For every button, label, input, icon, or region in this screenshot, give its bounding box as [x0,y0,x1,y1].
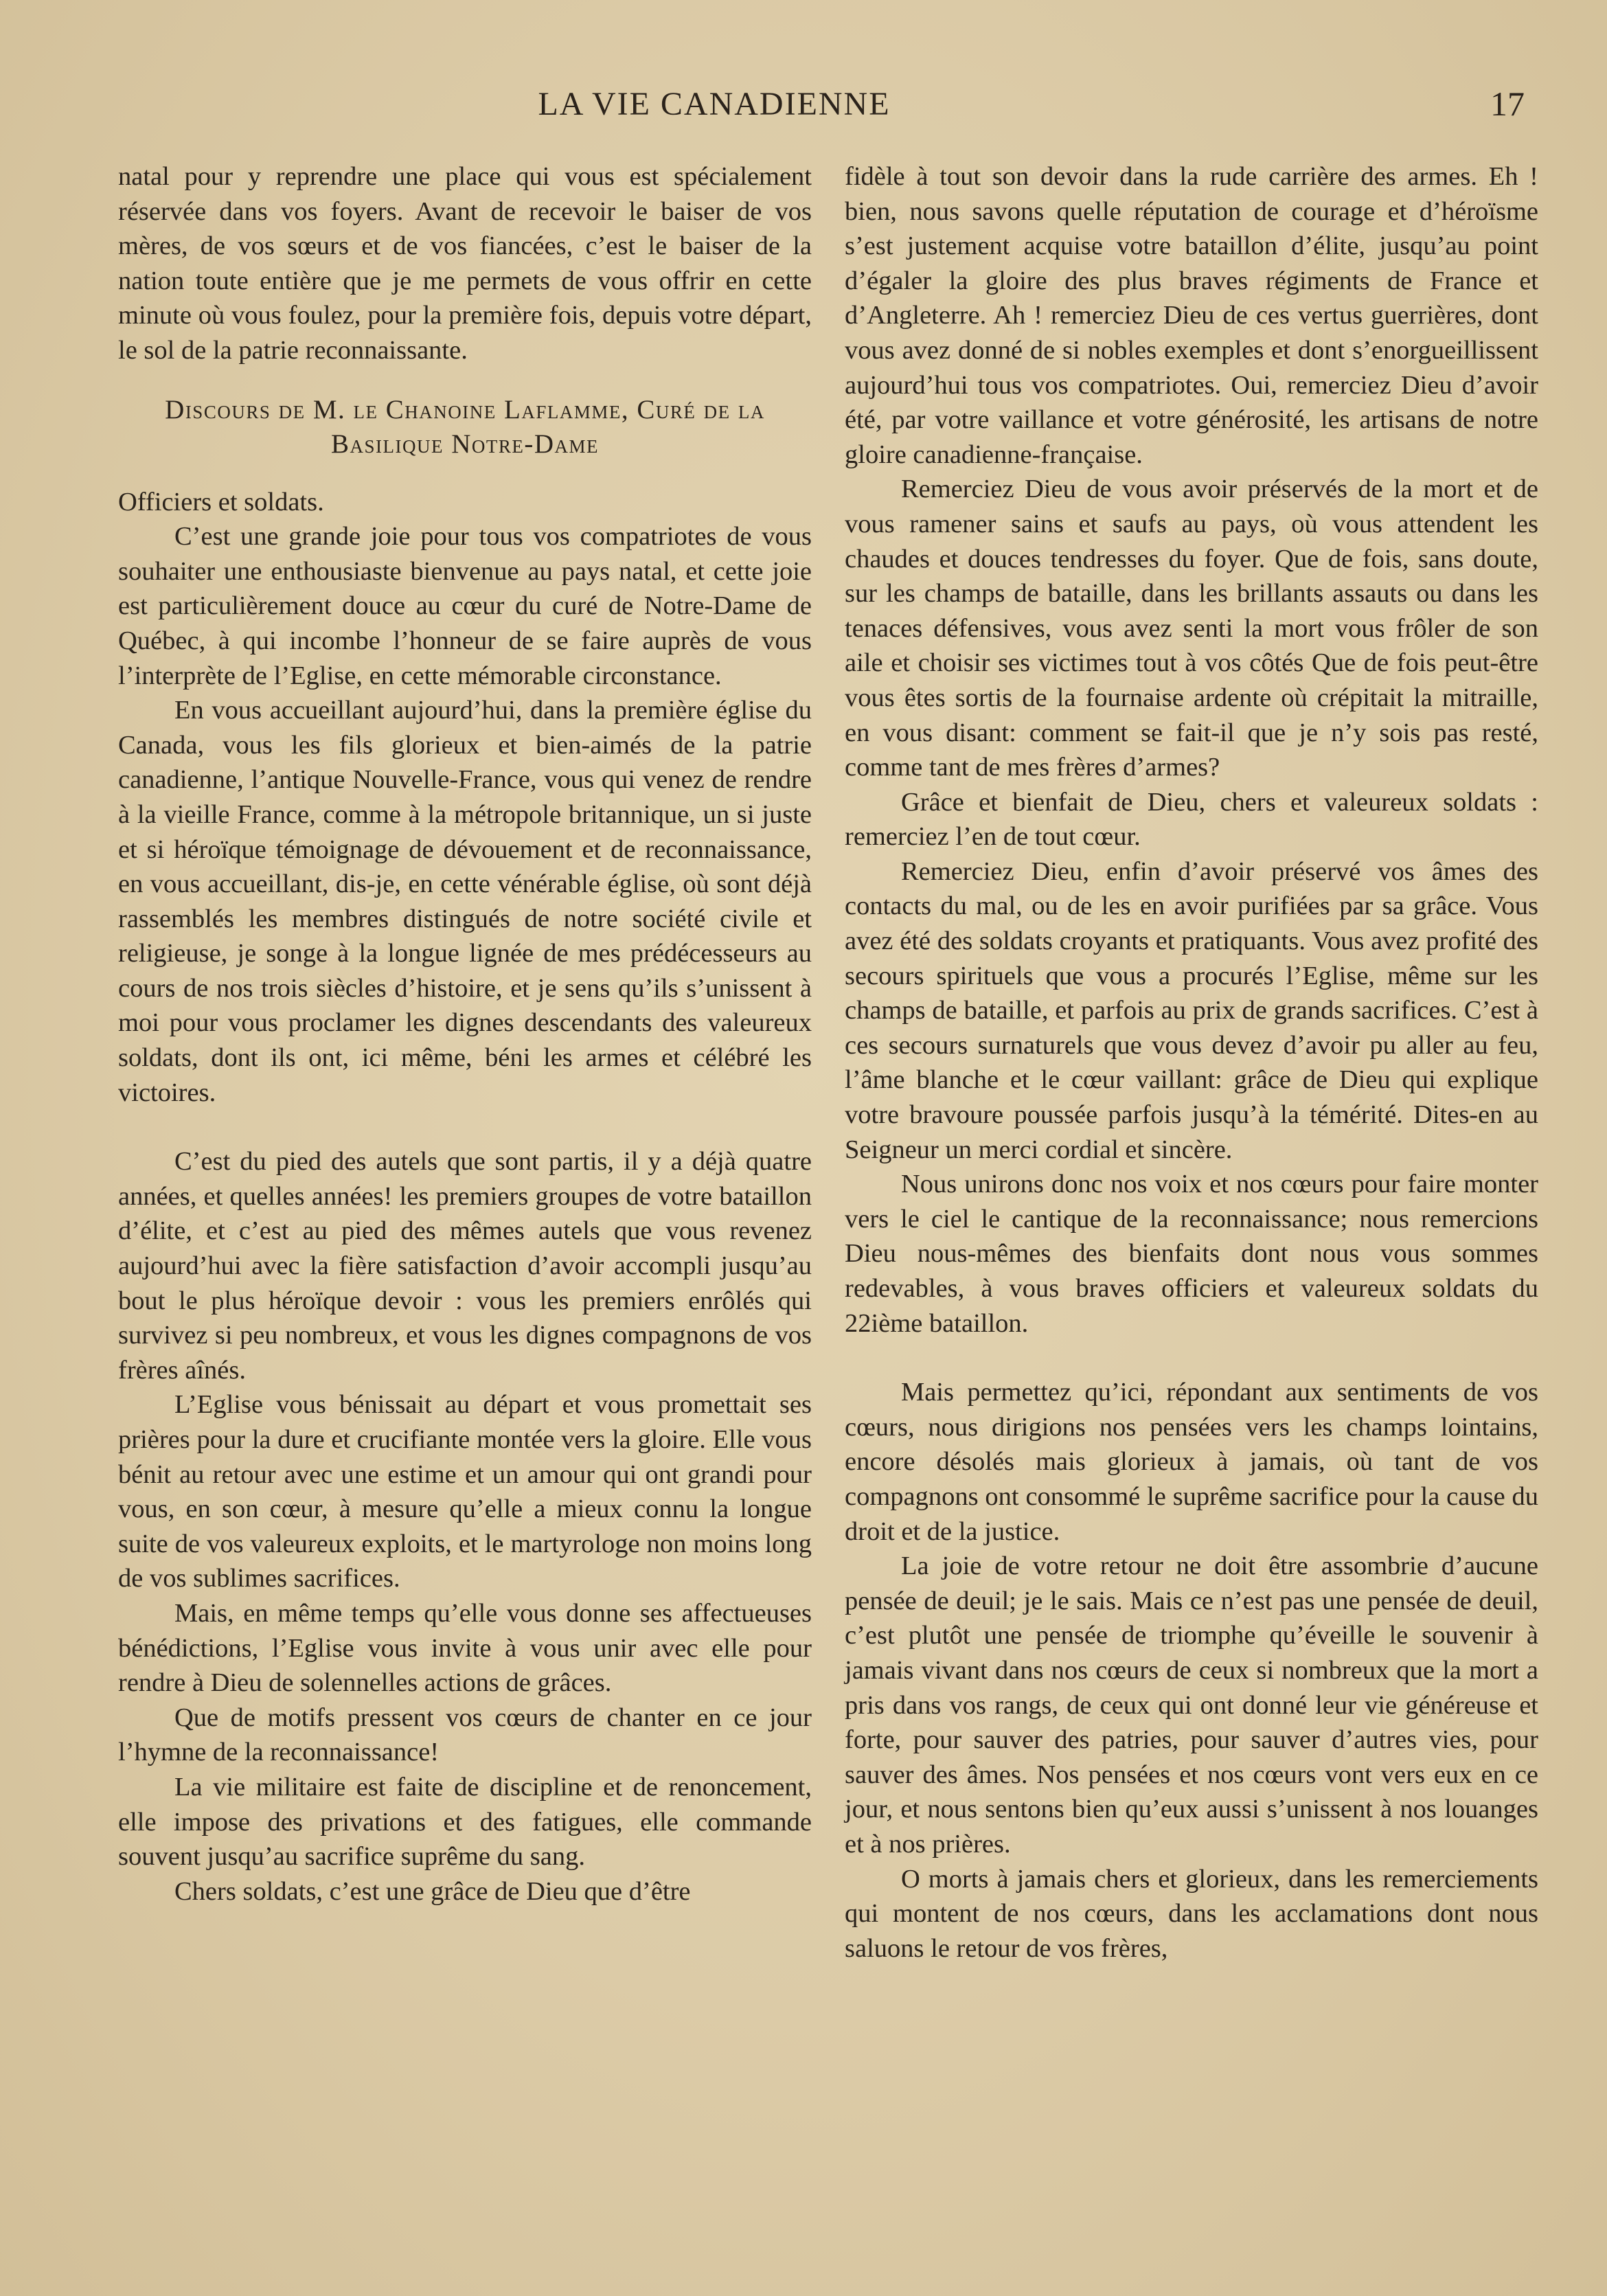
page-number: 17 [1490,84,1525,123]
right-column [845,159,1538,1966]
paragraph: Mais permettez qu’ici, répondant aux sentiments de vos cœurs, nous dirigions nos pensées vers les champs lointains, encore désolés mais glorieux à jamais, où tant de vos compagnons ont consommé le suprême sacrifice pour la cause du droit et de la justice. [845,1378,1538,1546]
paragraph: Nous unirons donc nos voix et nos cœurs pour faire monter vers le ciel le cantique de la reconnaissance; nous remercions Dieu nous-mêmes des bienfaits dont nous vous sommes redevables, à vous braves officiers et valeureux soldats du 22ième bataillon. [845,1170,1538,1338]
paragraph: Remerciez Dieu, enfin d’avoir préservé vos âmes des contacts du mal, ou de les en avoir purifiées par sa grâce. Vous avez été des soldats croyants et pratiquants. Vous avez profité des secours spirituels que vous a procurés l’Eglise, même sur les champs de bataille, et parfois au prix de grands sacrifices. C’est à ces secours surnaturels que vous devez d’avoir pu aller au feu, l’âme blanche et le cœur vaillant: grâce de Dieu qui explique votre bravoure poussée parfois jusqu’à la témérité. Dites-en au Seigneur un merci cordial et sincère. [845,856,1538,1164]
paragraph: La vie militaire est faite de discipline et de renoncement, elle impose des privations et des fatigues, elle commande souvent jusqu’au sacrifice suprême du sang. [118,1772,812,1872]
salutation: Officiers et soldats. [118,487,324,516]
paragraph: La joie de votre retour ne doit être assombrie d’aucune pensée de deuil; je le sais. Mais ce n’est pas une pensée de deuil, c’est plutôt une pensée de triomphe qu’éveille le souvenir à jamais vivant dans nos cœurs de ceux si nombreux que la mort a pris dans vos rangs, de ceux qui ont donné leur vie généreuse et forte, pour sauver des patries, pour sauver d’autres vies, pour sauver des âmes. Nos pensées et nos cœurs vont vers eux en ce jour, et nous sentons bien qu’eux aussi s’unissent à nos louanges et à nos prières. [845,1551,1538,1859]
paragraph: O morts à jamais chers et glorieux, dans les remerciements qui montent de nos cœurs, dans les acclamations dont nous saluons le retour de vos frères, [845,1864,1538,1963]
paragraph: fidèle à tout son devoir dans la rude carrière des armes. Eh ! bien, nous savons quelle réputation de courage et d’héroïsme s’est justement acquise votre bataillon d’élite, jusqu’au point d’égaler la gloire des plus braves régiments de France et d’Angleterre. Ah ! remerciez Dieu de ces vertus guerrières, dont vous avez donné de si nobles exemples et dont s’enorgueillissent aujourd’hui tous vos compatriotes. Oui, remerciez Dieu d’avoir été, par votre vaillance et votre générosité, les artisans de notre gloire canadienne-française. [845,162,1538,469]
page-header [110,81,1538,136]
paragraph: Chers soldats, c’est une grâce de Dieu que d’être [174,1876,691,1906]
paragraph: C’est du pied des autels que sont partis, il y a déjà quatre années, et quelles années! les premiers groupes de votre bataillon d’élite, et c’est au pied des mêmes autels que vous revenez aujourd’hui avec la fière satisfaction d’avoir accompli jusqu’au bout le plus héroïque devoir : vous les premiers enrôlés qui survivez si peu nombreux, et vous les dignes compagnons de vos frères aînés. [118,1147,812,1385]
paragraph: Que de motifs pressent vos cœurs de chanter en ce jour l’hymne de la reconnaissance! [118,1703,812,1767]
left-column [118,159,812,1909]
paragraph: Mais, en même temps qu’elle vous donne ses affectueuses bénédictions, l’Eglise vous invite à vous unir avec elle pour rendre à Dieu de solennelles actions de grâces. [118,1598,812,1698]
running-title: LA VIE CANADIENNE [538,86,891,122]
paragraph: Remerciez Dieu de vous avoir préservés de la mort et de vous ramener sains et saufs au pays, où vous attendent les chaudes et douces tendresses du foyer. Que de fois, sans doute, sur les champs de bataille, dans les brillants assauts ou dans les tenaces défensives, vous avez senti la mort vous frôler de son aile et choisir ses victimes tout à vos côtés Que de fois peut-être vous êtes sortis de la fournaise ardente où crépitait la mitraille, en vous disant: comment se fait-il que je n’y sois pas resté, comme tant de mes frères d’armes? [845,475,1538,782]
section-heading: Discours de M. le Chanoine Laflamme, Curé de la Basilique Notre-Dame [165,394,765,459]
paragraph: C’est une grande joie pour tous vos compatriotes de vous souhaiter une enthousiaste bienvenue au pays natal, et cette joie est particulièrement douce au cœur du curé de Notre-Dame de Québec, à qui incombe l’honneur de se faire auprès de vous l’interprète de l’Eglise, en cette mémorable circonstance. [118,522,812,690]
paragraph: Grâce et bienfait de Dieu, chers et valeureux soldats : remerciez l’en de tout cœur. [845,787,1538,852]
paragraph: En vous accueillant aujourd’hui, dans la première église du Canada, vous les fils glorieux et bien-aimés de la patrie canadienne, l’antique Nouvelle-France, vous qui venez de rendre à la vieille France, comme à la métropole britannique, un si juste et si héroïque témoignage de dévouement et de reconnaissance, en vous accueillant, dis-je, en cette vénérable église, où sont déjà rassemblés les membres distingués de notre société civile et religieuse, je songe à la longue lignée de mes prédécesseurs au cours de nos trois siècles d’histoire, et je sens qu’ils s’unissent à moi pour vous proclamer les dignes descendants des valeureux soldats, dont ils ont, ici même, béni les armes et célébré les victoires. [118,696,812,1107]
paragraph: natal pour y reprendre une place qui vous est spécialement réservée dans vos foyers. Avant de recevoir le baiser de vos mères, de vos sœurs et de vos fiancées, c’est le baiser de la nation toute entière que je me permets de vous offrir en cette minute où vous foulez, pour la première fois, depuis votre départ, le sol de la patrie reconnaissante. [118,162,812,365]
paragraph: L’Eglise vous bénissait au départ et vous promettait ses prières pour la dure et crucifiante montée vers la gloire. Elle vous bénit au retour avec une estime et un amour qui ont grandi pour vous, en son cœur, à mesure qu’elle a mieux connu la longue suite de vos valeureux exploits, et le martyrologe non moins long de vos sublimes sacrifices. [118,1390,812,1593]
